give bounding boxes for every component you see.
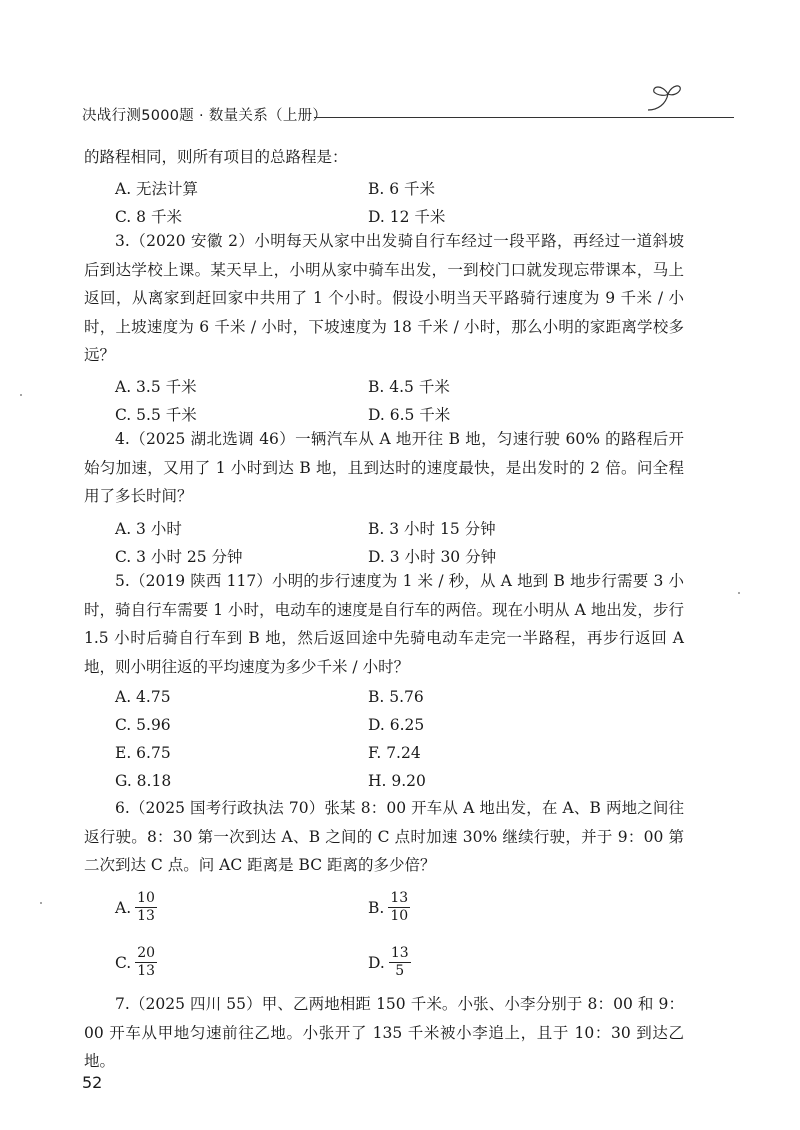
denominator: 5 xyxy=(395,963,405,979)
fraction xyxy=(389,945,411,980)
question-4-option-c: C. 3 小时 25 分钟 xyxy=(115,548,243,566)
fraction xyxy=(135,945,157,980)
denominator: 13 xyxy=(137,963,156,979)
question-3-option-d: D. 6.5 千米 xyxy=(368,406,451,424)
option-letter: D. xyxy=(368,953,385,972)
option-letter: C. xyxy=(115,953,132,972)
question-3-option-b: B. 4.5 千米 xyxy=(368,378,450,396)
intro-text: 的路程相同，则所有项目的总路程是： xyxy=(84,148,348,166)
fraction xyxy=(135,890,157,925)
page-number: 52 xyxy=(82,1073,103,1092)
scan-speck xyxy=(738,592,740,594)
numerator: 10 xyxy=(137,890,155,906)
question-7-text: 7.（2025 四川 55）甲、乙两地相距 150 千米。小张、小李分别于 8：00 和 9：00 开车从甲地匀速前往乙地。小张开了 135 千米被小李追上，且于 10：30 到达乙地。 xyxy=(84,995,684,1070)
intro-option-d: D. 12 千米 xyxy=(368,208,446,226)
scan-speck xyxy=(20,394,22,396)
running-header xyxy=(82,100,722,130)
question-6-option-d xyxy=(368,945,411,980)
question-4-option-a: A. 3 小时 xyxy=(115,520,182,538)
question-6-option-a xyxy=(115,890,157,925)
question-4-option-d: D. 3 小时 30 分钟 xyxy=(368,548,497,566)
question-5-option-h: H. 9.20 xyxy=(368,772,426,790)
intro-option-c: C. 8 千米 xyxy=(115,208,182,226)
numerator: 20 xyxy=(137,945,156,961)
leaf-sprout-icon xyxy=(644,80,684,112)
denominator: 13 xyxy=(137,908,155,924)
numerator: 13 xyxy=(390,945,409,961)
question-4-option-b: B. 3 小时 15 分钟 xyxy=(368,520,496,538)
question-6-text: 6.（2025 国考行政执法 70）张某 8：00 开车从 A 地出发，在 A、B 两地之间往返行驶。8：30 第一次到达 A、B 之间的 C 点时加速 30% 继续行驶，并于 9：00 第二次到达 C 点。问 AC 距离是 BC 距离的多少倍？ xyxy=(84,799,684,874)
book-title: 决战行测5000题 · 数量关系（上册） xyxy=(82,108,328,124)
question-5-text: 5.（2019 陕西 117）小明的步行速度为 1 米 / 秒，从 A 地到 B 地步行需要 3 小时，骑自行车需要 1 小时，电动车的速度是自行车的两倍。现在小明从 A 地出发，步行 1.5 小时后骑自行车到 B 地，然后返回途中先骑电动车走完一半路程，再步行返回 A 地，则小明往返的平均速度为多少千米 / 小时？ xyxy=(84,572,684,676)
numerator: 13 xyxy=(390,890,409,906)
option-letter: B. xyxy=(368,898,385,917)
option-letter: A. xyxy=(115,898,132,917)
question-4-text: 4.（2025 湖北选调 46）一辆汽车从 A 地开往 B 地，匀速行驶 60% 的路程后开始匀加速，又用了 1 小时到达 B 地，且到达时的速度最快，是出发时的 2 倍。问全程用了多长时间？ xyxy=(84,430,684,505)
question-5-option-g: G. 8.18 xyxy=(115,772,172,790)
intro-option-b: B. 6 千米 xyxy=(368,180,436,198)
question-5-option-c: C. 5.96 xyxy=(115,716,171,734)
question-5-option-f: F. 7.24 xyxy=(368,744,421,762)
question-5-option-b: B. 5.76 xyxy=(368,688,424,706)
question-3-option-c: C. 5.5 千米 xyxy=(115,406,197,424)
intro-option-a: A. 无法计算 xyxy=(115,180,199,198)
question-5-option-d: D. 6.25 xyxy=(368,716,425,734)
denominator: 10 xyxy=(390,908,409,924)
fraction xyxy=(388,890,410,925)
question-5-option-a: A. 4.75 xyxy=(115,688,171,706)
question-3-option-a: A. 3.5 千米 xyxy=(115,378,197,396)
question-6-option-b xyxy=(368,890,410,925)
question-3-text: 3.（2020 安徽 2）小明每天从家中出发骑自行车经过一段平路，再经过一道斜坡后到达学校上课。某天早上，小明从家中骑车出发，一到校门口就发现忘带课本，马上返回，从离家到赶回家中共用了 1 个小时。假设小明当天平路骑行速度为 9 千米 / 小时，上坡速度为 6 千米 / 小时，下坡速度为 18 千米 / 小时，那么小明的家距离学校多远？ xyxy=(84,232,684,364)
question-6-option-c xyxy=(115,945,157,980)
question-5-option-e: E. 6.75 xyxy=(115,744,171,762)
scan-speck xyxy=(40,902,42,904)
header-rule xyxy=(314,117,734,118)
